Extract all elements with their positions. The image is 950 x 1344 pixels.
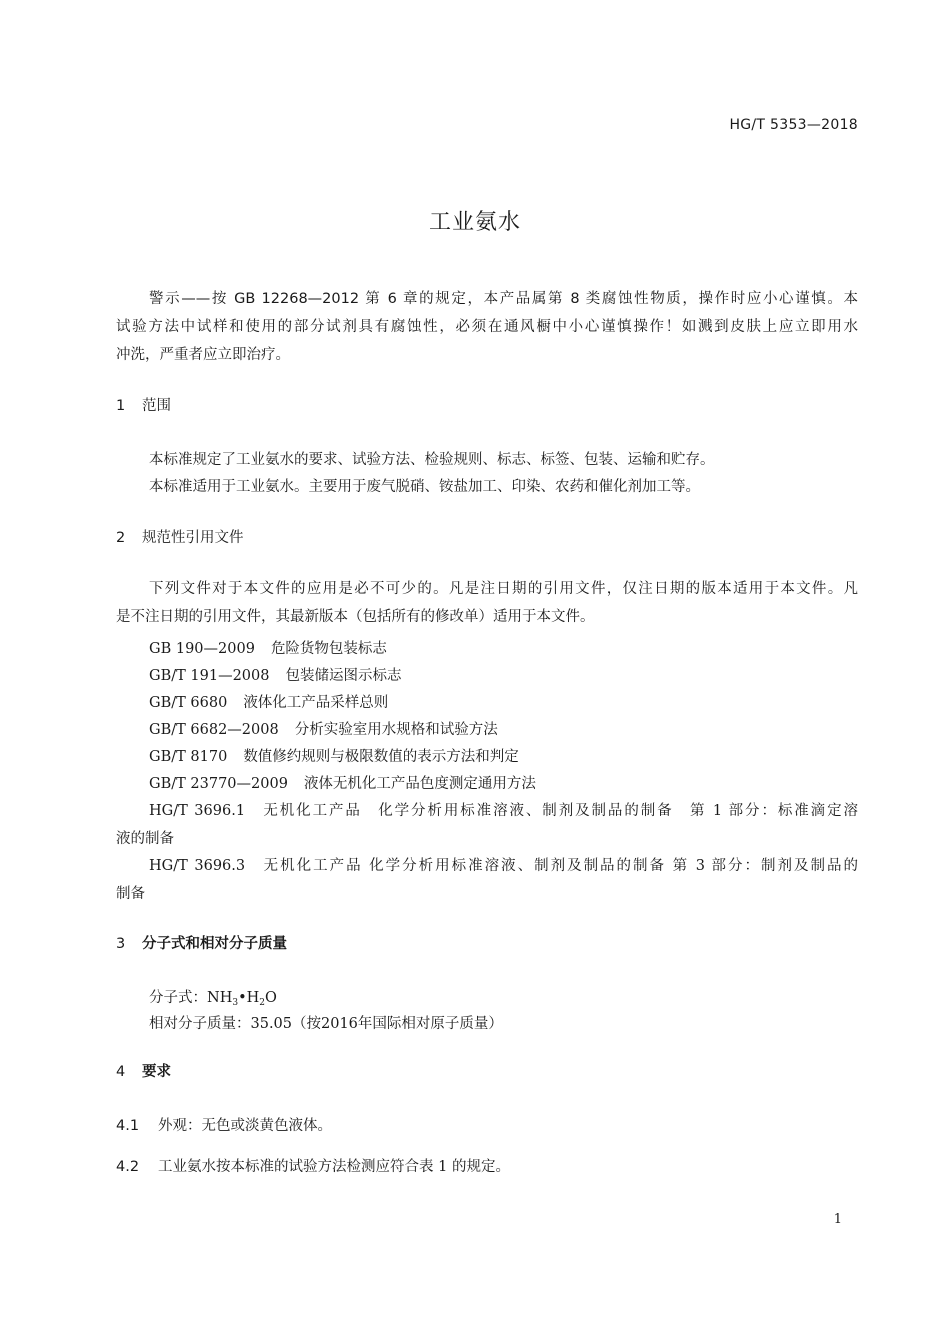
reference-code: GB/T 6680 [149,695,228,711]
section-number: 1 [116,398,126,414]
reference-code: GB/T 6682—2008 [149,722,279,738]
reference-code: GB/T 191—2008 [149,668,270,684]
reference-line: HG/T 3696.1 无机化工产品 化学分析用标准溶液、制剂及制品的制备 第 1 部分：标准滴定溶 [149,803,858,819]
reference-code: GB/T 23770—2009 [149,776,288,792]
reference-line: 液的制备 [116,831,174,847]
intro-line: 下列文件对于本文件的应用是必不可少的。凡是注日期的引用文件，仅注日期的版本适用于本文件。凡 [149,581,858,597]
scope-paragraph: 本标准规定了工业氨水的要求、试验方法、检验规则、标志、标签、包装、运输和贮存。 [149,452,715,468]
scope-paragraph: 本标准适用于工业氨水。主要用于废气脱硝、铵盐加工、印染、农药和催化剂加工等。 [149,479,700,495]
reference-item [149,772,536,793]
reference-item [149,718,498,739]
section-number: 2 [116,530,126,546]
standard-code: HG/T 5353—2018 [729,117,858,133]
section-title: 要求 [142,1064,171,1080]
warning-line: 警示——按 GB 12268—2012 第 6 章的规定，本产品属第 8 类腐蚀性物质，操作时应小心谨慎。本 [149,291,858,307]
reference-title: 危险货物包装标志 [270,641,387,657]
reference-item-hg-3696-3 [116,852,858,908]
reference-title: 数值修约规则与极限数值的表示方法和判定 [243,749,519,765]
section-3-heading [116,932,287,953]
reference-item-hg-3696-1 [116,797,858,853]
section-1-heading [116,394,171,415]
reference-title: 包装储运图示标志 [285,668,402,684]
document-title: 工业氨水 [428,210,521,235]
requirement-item [116,1155,510,1176]
warning-line: 冲洗，严重者应立即治疗。 [116,347,290,363]
item-number: 4.1 [116,1118,140,1134]
molecular-formula [149,986,277,1008]
reference-title: 液体无机化工产品色度测定通用方法 [303,776,536,792]
reference-item [149,637,387,658]
section-title: 规范性引用文件 [142,530,244,546]
item-number: 4.2 [116,1159,140,1175]
reference-code: GB 190—2009 [149,641,255,657]
molecular-mass: 相对分子质量：35.05（按2016年国际相对原子质量） [149,1016,503,1032]
item-text: 外观：无色或淡黄色液体。 [158,1118,332,1134]
warning-line: 试验方法中试样和使用的部分试剂具有腐蚀性，必须在通风橱中小心谨慎操作！如溅到皮肤上应立即用水 [116,319,858,335]
reference-item [149,691,388,712]
warning-paragraph [116,285,858,369]
formula-part: O [265,990,277,1006]
formula-subscript: 2 [259,998,266,1008]
formula-part: NH [207,990,233,1006]
reference-title: 分析实验室用水规格和试验方法 [294,722,498,738]
formula-part: •H [238,990,260,1006]
item-text: 工业氨水按本标准的试验方法检测应符合表 1 的规定。 [158,1159,510,1175]
section-4-heading [116,1060,171,1081]
reference-item [149,664,401,685]
references-intro [116,575,858,631]
formula-subscript: 3 [232,998,239,1008]
reference-title: 液体化工产品采样总则 [243,695,389,711]
reference-code: GB/T 8170 [149,749,228,765]
reference-item [149,745,519,766]
reference-line: 制备 [116,886,145,902]
section-number: 4 [116,1064,126,1080]
section-2-heading [116,526,244,547]
requirement-item [116,1114,332,1135]
page-number: 1 [833,1212,842,1227]
formula-label: 分子式： [149,990,207,1006]
reference-line: HG/T 3696.3 无机化工产品 化学分析用标准溶液、制剂及制品的制备 第 3 部分：制剂及制品的 [149,858,858,874]
section-number: 3 [116,936,126,952]
intro-line: 是不注日期的引用文件，其最新版本（包括所有的修改单）适用于本文件。 [116,609,595,625]
section-title: 分子式和相对分子质量 [142,936,287,952]
section-title: 范围 [142,398,171,414]
